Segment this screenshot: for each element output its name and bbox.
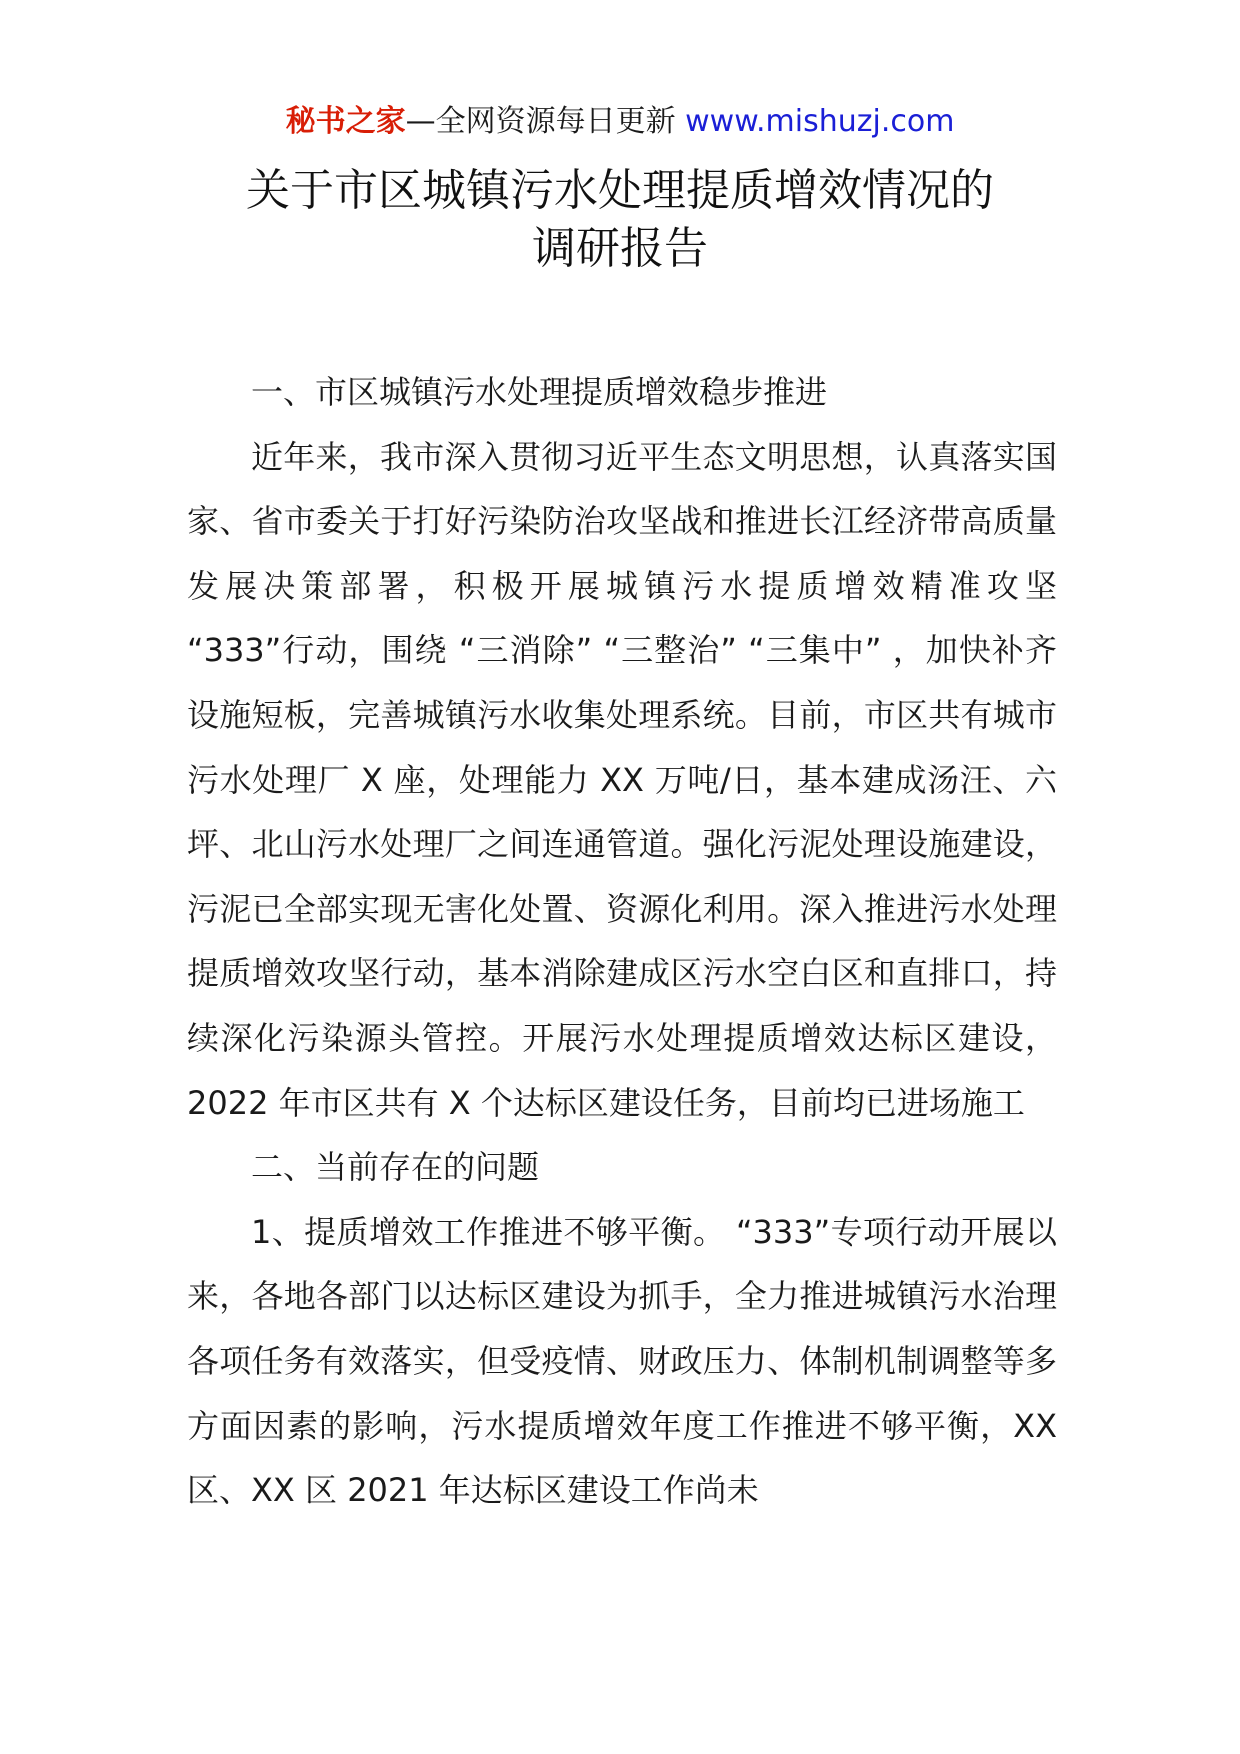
body-paragraph-2: 1、提质增效工作推进不够平衡。 “333”专项行动开展以来，各地各部门以达标区建设为抓手，全力推进城镇污水治理各项任务有效落实，但受疫情、财政压力、体制机制调整等多方面因素的影响，污水提质增效年度工作推进不够平衡，XX 区、XX 区 2021 年达标区建设工作尚未 (187, 1212, 1057, 1510)
header-tagline: —全网资源每日更新 (405, 104, 686, 139)
document-body (187, 360, 1057, 1523)
title-line-1: 关于市区城镇污水处理提质增效情况的 (246, 165, 994, 216)
document-title (0, 162, 1240, 278)
section-heading-2: 二、当前存在的问题 (251, 1148, 540, 1187)
site-header (0, 102, 1240, 142)
body-paragraph-1: 近年来，我市深入贯彻习近平生态文明思想，认真落实国家、省市委关于打好污染防治攻坚战和推进长江经济带高质量发展决策部署，积极开展城镇污水提质增效精准攻坚 “333”行动，围绕 “三消除” “三整治” “三集中” ，加快补齐设施短板，完善城镇污水收集处理系统。目前，市区共有城市污水处理厂 X 座，处理能力 XX 万吨/日，基本建成汤汪、六坪、北山污水处理厂之间连通管道。强化污泥处理设施建设，污泥已全部实现无害化处置、资源化利用。深入推进污水处理提质增效攻坚行动，基本消除建成区污水空白区和直排口，持续深化污染源头管控。开展污水处理提质增效达标区建设，2022 年市区共有 X 个达标区建设任务，目前均已进场施工 (187, 437, 1057, 1122)
title-line-2: 调研报告 (532, 223, 708, 274)
site-url-link[interactable]: www.mishuzj.com (685, 104, 955, 139)
section-heading-1: 一、市区城镇污水处理提质增效稳步推进 (251, 373, 828, 411)
brand-name: 秘书之家 (285, 104, 406, 139)
